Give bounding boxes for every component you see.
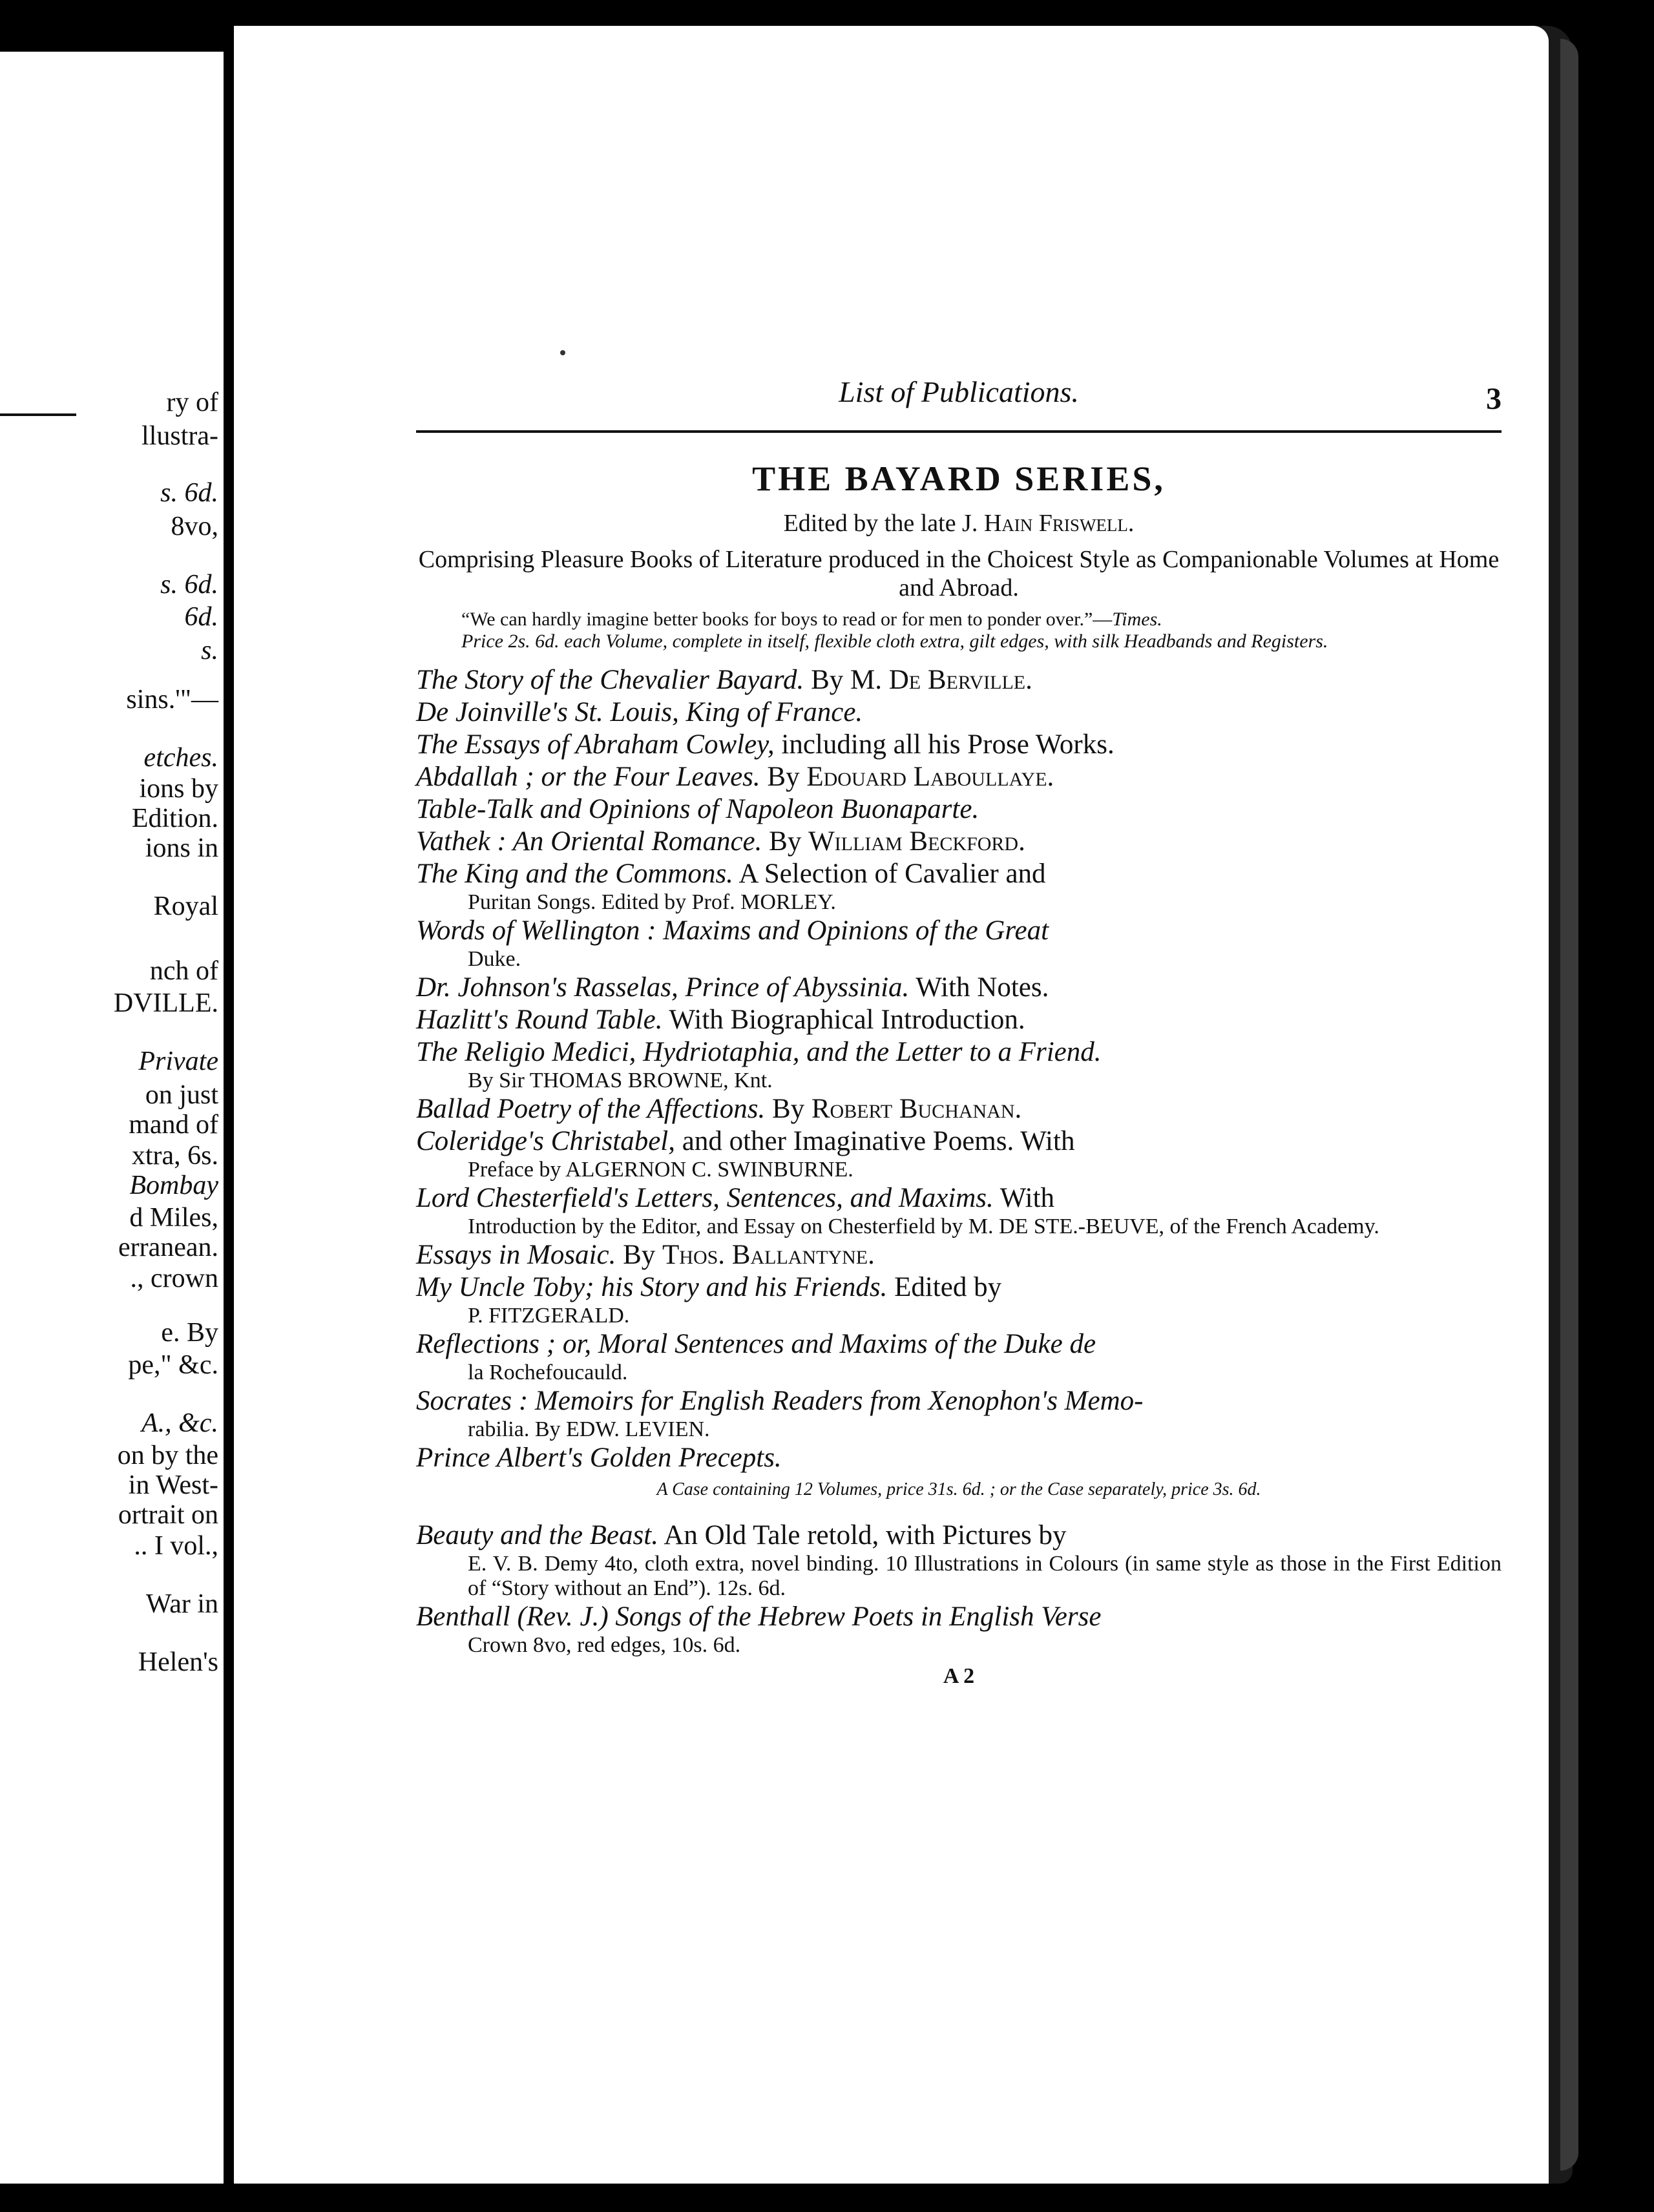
publication-continuation: Preface by ALGERNON C. SWINBURNE.: [468, 1158, 853, 1182]
publication-title: Prince Albert's Golden Precepts.: [416, 1443, 782, 1473]
additional-entry: [416, 1601, 1502, 1633]
page-content: [416, 375, 1502, 1689]
left-fragment-line: d Miles,: [129, 1203, 218, 1233]
publication-detail: With Biographical Introduction.: [662, 1005, 1025, 1035]
publication-detail: By: [760, 762, 807, 792]
publication-detail: A Selection of Cavalier and: [733, 859, 1046, 889]
left-fragment-line: xtra, 6s.: [131, 1141, 218, 1171]
additional-entry: [416, 1519, 1502, 1552]
publication-title: Words of Wellington : Maxims and Opinions of the Great: [416, 915, 1049, 946]
publication-detail: By: [616, 1240, 663, 1270]
publication-continuation: Puritan Songs. Edited by Prof. MORLEY.: [468, 890, 836, 914]
left-fragment-line: ., crown: [130, 1264, 218, 1293]
publication-entry: [416, 972, 1502, 1004]
publication-detail: By: [762, 826, 809, 857]
left-fragment-line: ions in: [145, 833, 218, 863]
left-fragment-line: Edition.: [131, 804, 218, 833]
publication-author: De Berville.: [888, 665, 1032, 695]
left-fragment-line: e. By: [161, 1318, 218, 1348]
left-fragment-line: pe," &c.: [128, 1350, 218, 1380]
publication-entry: [416, 915, 1502, 947]
left-fragment-line: etches.: [143, 743, 218, 773]
signature-mark: A 2: [943, 1664, 975, 1688]
publication-entry: [416, 1271, 1502, 1304]
ink-speck: [560, 350, 565, 355]
publication-entry: [416, 858, 1502, 890]
publication-continuation: la Rochefoucauld.: [468, 1361, 628, 1384]
publication-continuation: By Sir THOMAS BROWNE, Knt.: [468, 1069, 773, 1092]
additional-publications: [416, 1519, 1502, 1658]
publication-author: Thos. Ballantyne.: [662, 1240, 875, 1270]
left-fragment-line: erranean.: [118, 1233, 218, 1262]
editor-name: Hain Friswell.: [983, 510, 1135, 537]
left-fragment-line: A., &c.: [141, 1408, 218, 1438]
additional-detail: An Old Tale retold, with Pictures by: [658, 1520, 1067, 1550]
left-fragment-line: Royal: [153, 892, 218, 921]
left-fragment-line: Bombay: [129, 1171, 218, 1200]
publication-title: De Joinville's St. Louis, King of France.: [416, 697, 863, 727]
quote-source: Times.: [1112, 609, 1162, 630]
price-note: Price 2s. 6d. each Volume, complete in itself, flexible cloth extra, gilt edges, with silk Headbands and Registers.: [461, 631, 1328, 652]
publication-detail: and other Imaginative Poems. With: [675, 1126, 1075, 1156]
publication-title: Ballad Poetry of the Affections.: [416, 1094, 766, 1124]
publication-title: My Uncle Toby; his Story and his Friends.: [416, 1272, 888, 1302]
additional-continuation: E. V. B. Demy 4to, cloth extra, novel binding. 10 Illustrations in Colours (in same style as those in the First Edition of “Story without an End”). 12s. 6d.: [468, 1552, 1502, 1600]
left-page-rule: [0, 413, 76, 416]
publication-entry: [416, 1239, 1502, 1271]
publication-detail: By M.: [804, 665, 889, 695]
publication-entry: [416, 1442, 1502, 1474]
publication-entry: [416, 1182, 1502, 1215]
running-title: List of Publications.: [839, 375, 1079, 408]
series-title: THE BAYARD SERIES,: [752, 459, 1166, 498]
left-fragment-line: .. I vol.,: [134, 1531, 218, 1561]
left-fragment-line: Private: [138, 1047, 218, 1076]
publication-title: The Religio Medici, Hydriotaphia, and the Letter to a Friend.: [416, 1037, 1102, 1067]
publication-continuation: rabilia. By EDW. LEVIEN.: [468, 1417, 710, 1441]
publication-title: Coleridge's Christabel,: [416, 1126, 675, 1156]
left-fragment-line: llustra-: [141, 421, 218, 451]
publication-entry: [416, 1004, 1502, 1036]
publication-entry: [416, 761, 1502, 793]
right-page: [234, 26, 1549, 2184]
publication-title: The Essays of Abraham Cowley,: [416, 729, 775, 760]
left-fragment-line: Helen's: [138, 1647, 218, 1677]
publication-title: Reflections ; or, Moral Sentences and Maxims of the Duke de: [416, 1329, 1096, 1359]
publication-entry: [416, 793, 1502, 826]
additional-title: Benthall (Rev. J.) Songs of the Hebrew Poets in English Verse: [416, 1602, 1102, 1632]
left-fragment-line: sins.'"—: [126, 685, 218, 715]
publication-detail: including all his Prose Works.: [774, 729, 1115, 760]
left-fragment-line: 6d.: [184, 602, 218, 632]
publication-author: Robert Buchanan.: [811, 1094, 1022, 1124]
publication-entry: [416, 1385, 1502, 1417]
left-fragment-line: on by the: [117, 1441, 218, 1470]
publication-title: The King and the Commons.: [416, 859, 733, 889]
left-fragment-line: mand of: [129, 1110, 218, 1140]
page-number: 3: [1486, 382, 1502, 416]
publication-entry: [416, 1093, 1502, 1125]
publication-continuation: Duke.: [468, 947, 521, 971]
publication-entry: [416, 696, 1502, 729]
left-page-fragment: [0, 52, 225, 2184]
left-fragment-line: DVILLE.: [113, 988, 218, 1018]
left-fragment-line: in West-: [128, 1470, 218, 1500]
publication-title: Table-Talk and Opinions of Napoleon Buonaparte.: [416, 794, 979, 824]
editor-prefix: Edited by the late J.: [783, 510, 978, 537]
publication-detail: By: [765, 1094, 811, 1124]
left-fragment-line: s.: [201, 636, 218, 665]
left-fragment-line: s. 6d.: [160, 478, 218, 508]
publication-entry: [416, 826, 1502, 858]
series-description: Comprising Pleasure Books of Literature produced in the Choicest Style as Companionable Volumes at Home and Abroad.: [418, 546, 1500, 601]
publication-title: The Story of the Chevalier Bayard.: [416, 665, 804, 695]
publication-list: [416, 664, 1502, 1474]
publication-entry: [416, 729, 1502, 761]
publication-title: Socrates : Memoirs for English Readers from Xenophon's Memo-: [416, 1386, 1144, 1416]
publication-entry: [416, 1328, 1502, 1361]
left-fragment-line: s. 6d.: [160, 570, 218, 600]
left-fragment-line: nch of: [149, 956, 218, 986]
additional-continuation: Crown 8vo, red edges, 10s. 6d.: [468, 1633, 741, 1657]
publication-continuation: P. FITZGERALD.: [468, 1304, 630, 1328]
publication-title: Abdallah ; or the Four Leaves.: [416, 762, 760, 792]
publication-entry: [416, 664, 1502, 696]
quote-text: “We can hardly imagine better books for boys to read or for men to ponder over.”—: [461, 609, 1113, 630]
publication-entry: [416, 1125, 1502, 1158]
series-editor: [416, 509, 1502, 537]
left-fragment-line: War in: [145, 1589, 218, 1619]
case-note: A Case containing 12 Volumes, price 31s. 6d. ; or the Case separately, price 3s. 6d.: [656, 1479, 1261, 1499]
publication-continuation: Introduction by the Editor, and Essay on Chesterfield by M. DE STE.-BEUVE, of the French Academy.: [468, 1215, 1379, 1238]
publication-title: Vathek : An Oriental Romance.: [416, 826, 762, 857]
left-fragment-line: ry of: [166, 388, 218, 417]
publication-detail: With Notes.: [909, 972, 1049, 1003]
publication-title: Lord Chesterfield's Letters, Sentences, and Maxims.: [416, 1183, 994, 1213]
series-quote: [416, 609, 1502, 631]
publication-title: Hazlitt's Round Table.: [416, 1005, 663, 1035]
left-fragment-line: 8vo,: [171, 512, 218, 541]
publication-author: Edouard Laboullaye.: [806, 762, 1054, 792]
publication-detail: With: [993, 1183, 1055, 1213]
page-edge-inner: [1560, 39, 1578, 2171]
publication-title: Dr. Johnson's Rasselas, Prince of Abyssinia.: [416, 972, 910, 1003]
additional-title: Beauty and the Beast.: [416, 1520, 658, 1550]
publication-author: William Beckford.: [808, 826, 1025, 857]
left-fragment-line: on just: [145, 1080, 218, 1110]
publication-entry: [416, 1036, 1502, 1069]
left-fragment-line: ions by: [139, 774, 218, 804]
running-header: [416, 375, 1502, 426]
left-fragment-line: ortrait on: [118, 1500, 218, 1530]
publication-title: Essays in Mosaic.: [416, 1240, 616, 1270]
header-rule: [416, 430, 1502, 433]
publication-detail: Edited by: [887, 1272, 1002, 1302]
